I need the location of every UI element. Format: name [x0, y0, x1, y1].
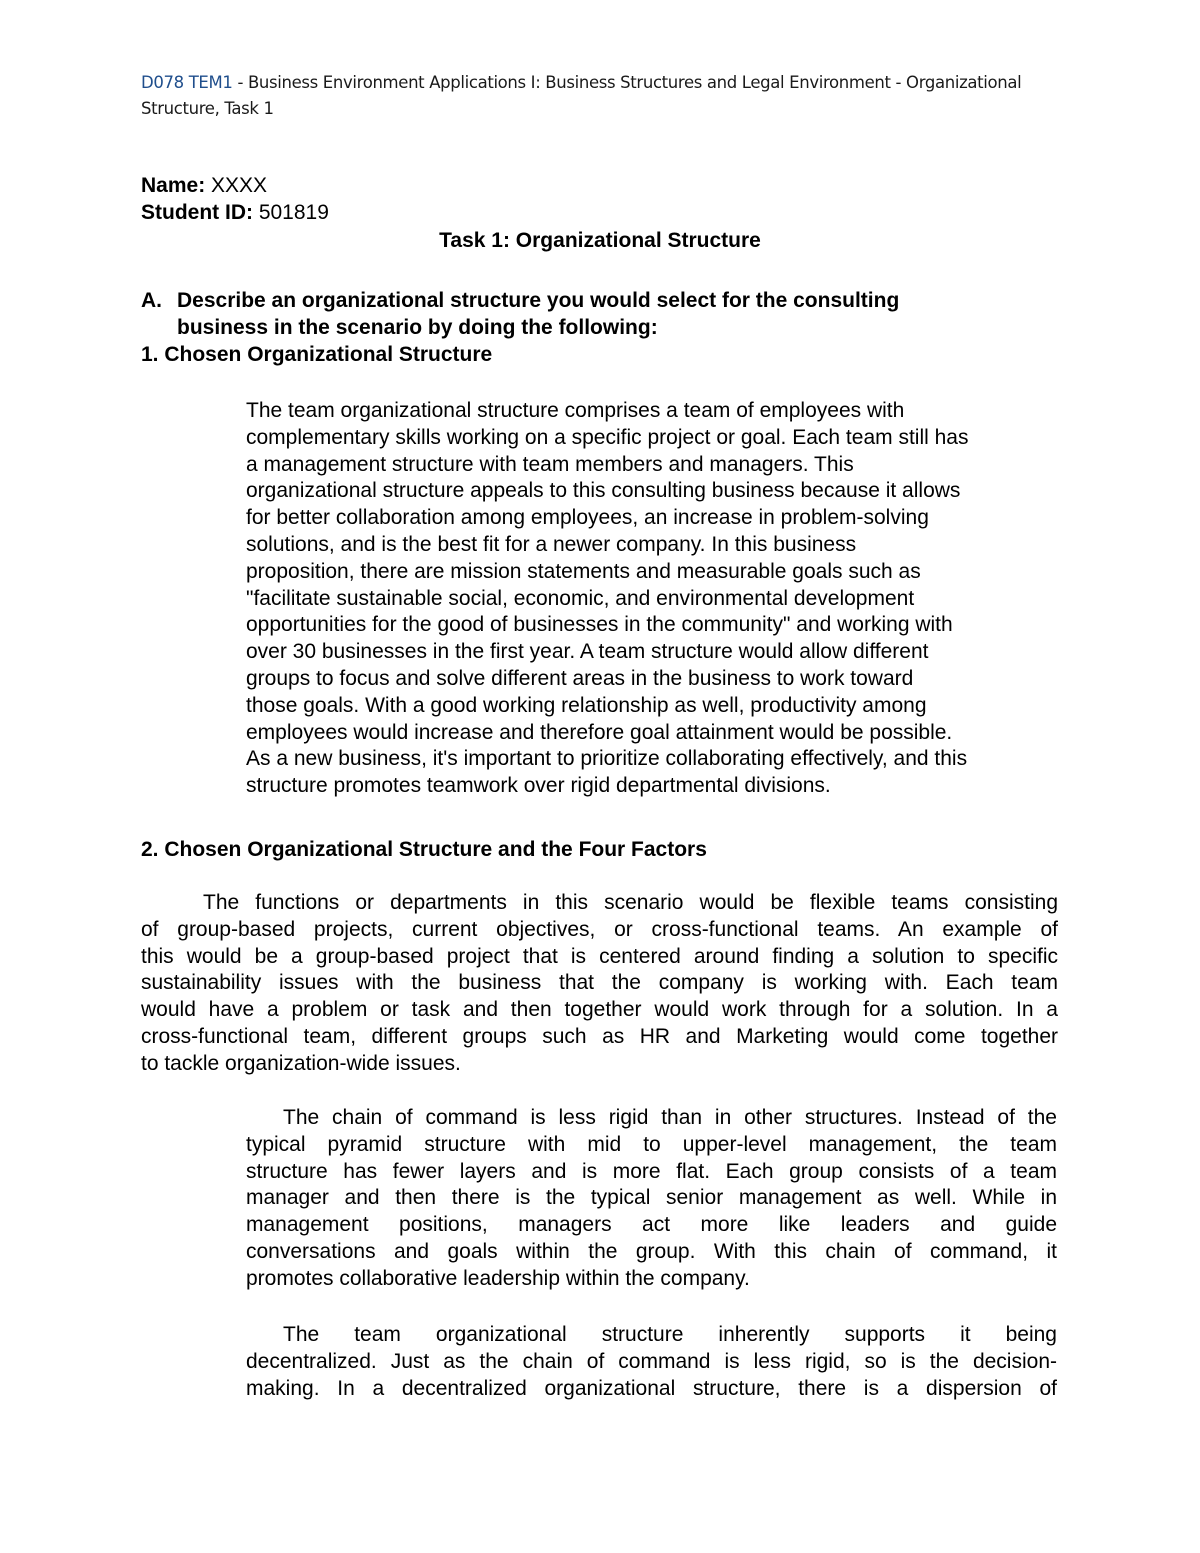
paragraph-line: making. In a decentralized organizational structure, there is a dispersion of [246, 1376, 1057, 1400]
paragraph-line: manager and then there is the typical senior management as well. While in [246, 1186, 1057, 1210]
paragraph-line: those goals. With a good working relationship as well, productivity among [246, 693, 927, 717]
paragraph-line: decentralized. Just as the chain of command is less rigid, so is the decision- [246, 1349, 1057, 1373]
section-a-line-2: business in the scenario by doing the following: [177, 316, 658, 339]
paragraph-line: structure has fewer layers and is more flat. Each group consists of a team [246, 1159, 1057, 1183]
section-a-marker: A. [141, 289, 162, 312]
task-title: Task 1: Organizational Structure [439, 229, 761, 252]
section-1-heading: 1. Chosen Organizational Structure [141, 343, 493, 366]
section-1-paragraph [246, 398, 1066, 800]
header-title: - Business Environment Applications I: Business Structures and Legal Environment - Organizational [232, 73, 1022, 92]
functions-paragraph [141, 890, 1058, 1078]
paragraph-line: groups to focus and solve different areas in the business to work toward [246, 666, 914, 690]
paragraph-line: promotes collaborative leadership within the company. [246, 1266, 750, 1290]
document-header [141, 70, 1041, 122]
paragraph-line: employees would increase and therefore goal attainment would be possible. [246, 720, 953, 744]
section-a-line-1: Describe an organizational structure you would select for the consulting [177, 289, 900, 312]
paragraph-line: a management structure with team members and managers. This [246, 452, 854, 476]
paragraph-line: typical pyramid structure with mid to upper-level management, the team [246, 1132, 1057, 1156]
paragraph-line: complementary skills working on a specific project or goal. Each team still has [246, 425, 969, 449]
paragraph-line: proposition, there are mission statements and measurable goals such as [246, 559, 921, 583]
paragraph-line: cross-functional team, different groups such as HR and Marketing would come together [141, 1024, 1058, 1048]
paragraph-line: management positions, managers act more like leaders and guide [246, 1213, 1057, 1237]
paragraph-line: As a new business, it's important to prioritize collaborating effectively, and this [246, 747, 968, 771]
header-line-1 [141, 70, 1041, 96]
student-id-value: 501819 [252, 201, 329, 224]
name-value: XXXX [205, 174, 268, 197]
paragraph-line: "facilitate sustainable social, economic, and environmental development [246, 586, 915, 610]
paragraph-line: for better collaboration among employees, an increase in problem-solving [246, 506, 929, 530]
header-line-2: Structure, Task 1 [141, 99, 274, 118]
paragraph-line: organizational structure appeals to this consulting business because it allows [246, 479, 961, 503]
student-id-label: Student ID: [141, 201, 253, 224]
paragraph-line: over 30 businesses in the first year. A team structure would allow different [246, 640, 929, 664]
paragraph-line: would have a problem or task and then together would work through for a solution. In a [141, 998, 1058, 1022]
paragraph-line: conversations and goals within the group. With this chain of command, it [246, 1239, 1057, 1263]
paragraph-line: The team organizational structure inherently supports it being [283, 1323, 1057, 1346]
paragraph-line: The team organizational structure comprises a team of employees with [246, 399, 905, 422]
name-label: Name: [141, 174, 206, 197]
decentralization-paragraph [246, 1322, 1057, 1402]
paragraph-line: opportunities for the good of businesses in the community" and working with [246, 613, 953, 637]
course-code: D078 TEM1 [141, 73, 233, 92]
paragraph-line: The functions or departments in this scenario would be flexible teams consisting [203, 891, 1058, 914]
paragraph-line: solutions, and is the best fit for a newer company. In this business [246, 532, 857, 556]
section-2-heading: 2. Chosen Organizational Structure and the Four Factors [141, 838, 707, 861]
chain-of-command-paragraph [246, 1105, 1057, 1293]
paragraph-line: The chain of command is less rigid than in other structures. Instead of the [283, 1106, 1057, 1129]
student-name [141, 172, 267, 199]
paragraph-line: of group-based projects, current objectives, or cross-functional teams. An example of [141, 917, 1058, 941]
student-id [141, 199, 329, 226]
paragraph-line: sustainability issues with the business that the company is working with. Each team [141, 971, 1058, 995]
paragraph-line: this would be a group-based project that is centered around finding a solution to specific [141, 944, 1058, 968]
paragraph-line: structure promotes teamwork over rigid departmental divisions. [246, 774, 831, 798]
paragraph-line: to tackle organization-wide issues. [141, 1051, 461, 1075]
